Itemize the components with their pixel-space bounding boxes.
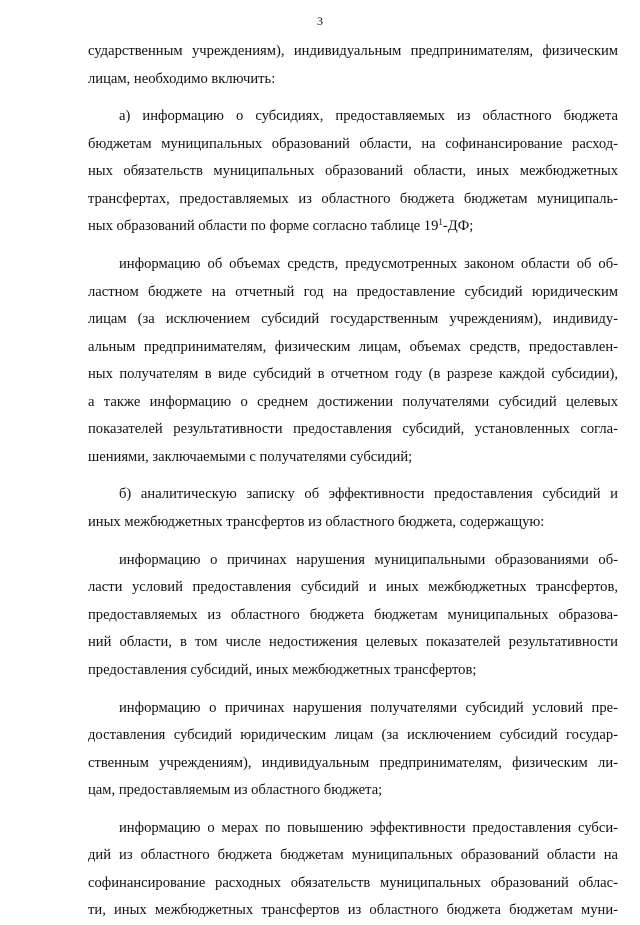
text-line: ласти условий предоставления субсидий и иных межбюджетных трансфертов, <box>88 579 618 596</box>
text-line <box>88 213 618 241</box>
text-line: а) информацию о субсидиях, предоставляемых из областного бюджета <box>119 108 618 125</box>
text-line: а также информацию о среднем достижении получателями субсидий целевых <box>88 393 618 410</box>
text-line: дий из областного бюджета бюджетам муниципальных образований области на <box>88 847 618 864</box>
text-fragment: -ДФ; <box>442 218 474 235</box>
text-line: софинансирование расходных обязательств муниципальных образований облас- <box>88 874 618 891</box>
text-line: показателей результативности предоставления субсидий, установленных согла- <box>88 421 618 438</box>
text-line: б) аналитическую записку об эффективности предоставления субсидий и <box>119 486 618 503</box>
text-line: иных межбюджетных трансфертов из областного бюджета, содержащую: <box>88 514 545 531</box>
text-line: ных получателям в виде субсидий в отчетном году (в разрезе каждой субсидии), <box>88 366 618 383</box>
text-line: информацию о причинах нарушения получателями субсидий условий пре- <box>119 699 618 716</box>
document-body <box>88 38 618 925</box>
text-line: информацию о мерах по повышению эффективности предоставления субси- <box>119 819 618 836</box>
page-number: 3 <box>317 14 323 28</box>
text-line: альным предпринимателям, физическим лицам, объемах средств, предоставлен- <box>88 338 618 355</box>
text-line: ных обязательств муниципальных образований области, иных межбюджетных <box>88 163 618 180</box>
text-line: информацию о причинах нарушения муниципальными образованиями об- <box>119 551 618 568</box>
text-line: шениями, заключаемыми с получателями субсидий; <box>88 448 413 465</box>
text-line: лицам (за исключением субсидий государственным учреждениям), индивиду- <box>88 311 618 328</box>
text-line: цам, предоставляемым из областного бюджета; <box>88 782 383 799</box>
text-line: информацию об объемах средств, предусмотренных законом области об об- <box>119 256 618 273</box>
text-line: ний области, в том числе недостижения целевых показателей результативности <box>88 634 618 651</box>
text-line: предоставляемых из областного бюджета бюджетам муниципальных образова- <box>88 606 618 623</box>
text-line: сударственным учреждениям), индивидуальным предпринимателям, физическим <box>88 43 618 59</box>
text-line: трансфертах, предоставляемых из областного бюджета бюджетам муниципаль- <box>88 190 618 207</box>
text-line: доставления субсидий юридическим лицам (за исключением субсидий государ- <box>88 727 618 744</box>
text-fragment: ных образований области по форме согласно таблице 19 <box>88 218 439 235</box>
text-line: ти, иных межбюджетных трансфертов из областного бюджета бюджетам муни- <box>88 902 618 919</box>
superscript: 1 <box>438 217 443 228</box>
text-line: ластном бюджете на отчетный год на предоставление субсидий юридическим <box>88 283 618 300</box>
text-line: ственным учреждениям), индивидуальным предпринимателям, физическим ли- <box>88 754 618 771</box>
text-line: лицам, необходимо включить: <box>88 70 276 87</box>
text-line: предоставления субсидий, иных межбюджетных трансфертов; <box>88 661 477 678</box>
text-line: бюджетам муниципальных образований области, на софинансирование расход- <box>88 135 618 152</box>
